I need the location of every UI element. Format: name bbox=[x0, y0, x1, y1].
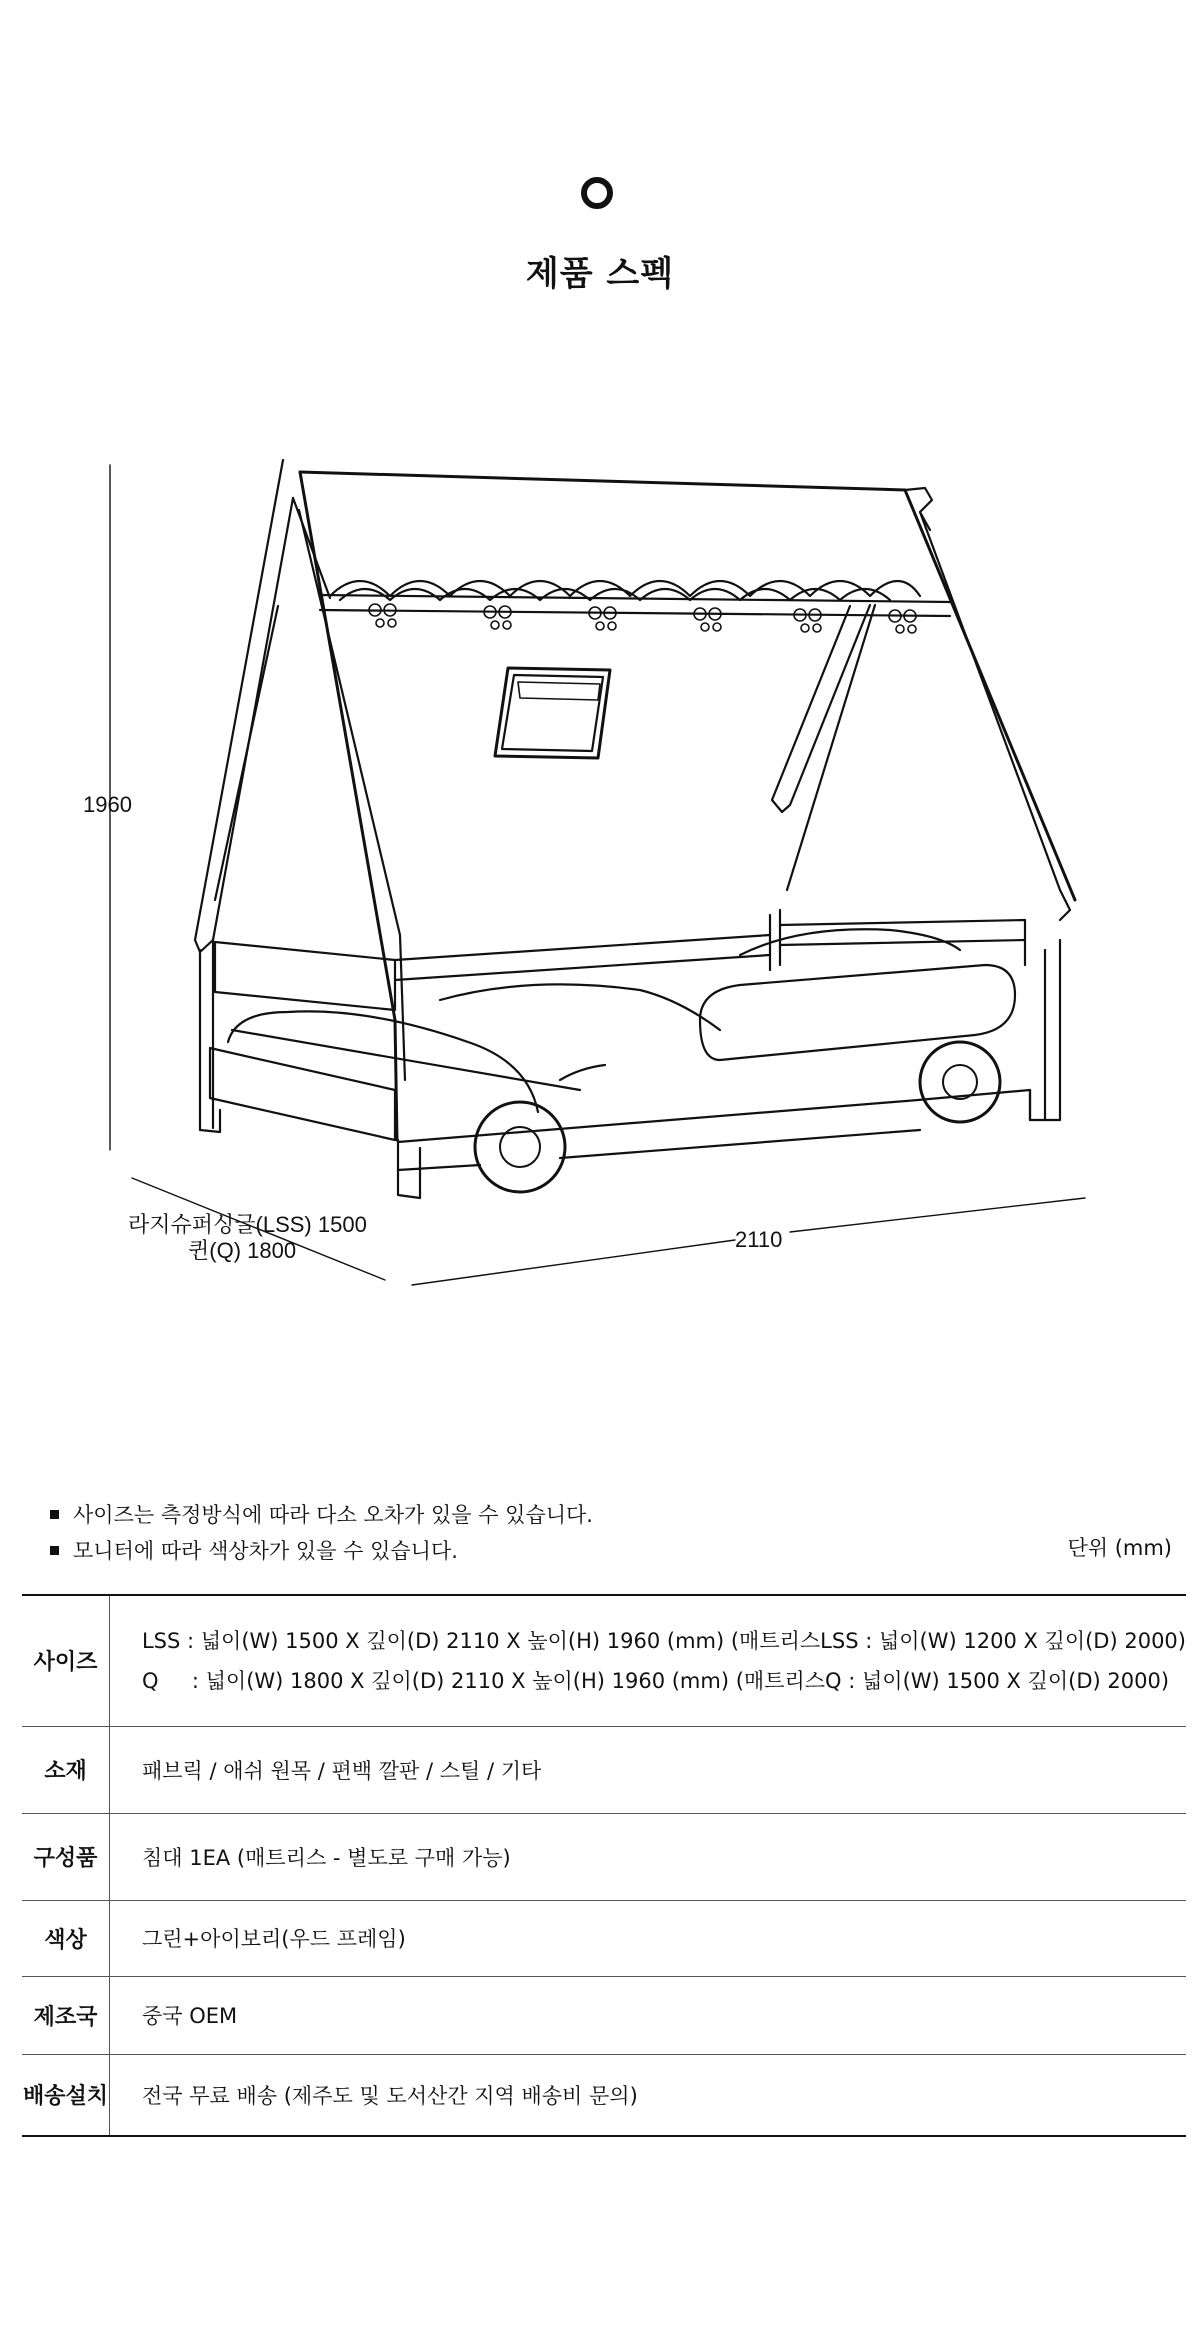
spec-label: 색상 bbox=[22, 1900, 109, 1976]
spec-label: 소재 bbox=[22, 1726, 109, 1813]
spec-row-material bbox=[22, 1726, 1186, 1813]
page-title: 제품 스펙 bbox=[525, 254, 675, 294]
spec-label: 배송설치 bbox=[22, 2054, 109, 2136]
spec-value: 침대 1EA (매트리스 - 별도로 구매 가능) bbox=[109, 1813, 1186, 1900]
note-item bbox=[50, 1496, 593, 1532]
square-bullet-icon bbox=[50, 1510, 59, 1519]
spec-row-color bbox=[22, 1900, 1186, 1976]
spec-value-line: LSS : 넓이(W) 1500 X 깊이(D) 2110 X 높이(H) 1960 (mm) (매트리스LSS : 넓이(W) 1200 X 깊이(D) 2000) bbox=[141, 1628, 1186, 1653]
width-dimension-label-q: 퀸(Q) 1800 bbox=[188, 1238, 297, 1263]
spec-value bbox=[109, 1595, 1186, 1726]
note-text: 모니터에 따라 색상차가 있을 수 있습니다. bbox=[73, 1539, 458, 1563]
spec-value: 그린+아이보리(우드 프레임) bbox=[109, 1900, 1186, 1976]
notes-list bbox=[50, 1496, 593, 1568]
spec-value: 중국 OEM bbox=[109, 1976, 1186, 2054]
spec-row-size bbox=[22, 1595, 1186, 1726]
spec-row-shipping bbox=[22, 2054, 1186, 2136]
square-bullet-icon bbox=[50, 1546, 59, 1555]
spec-label: 구성품 bbox=[22, 1813, 109, 1900]
spec-table bbox=[22, 1594, 1186, 2137]
spec-label: 사이즈 bbox=[22, 1595, 109, 1726]
spec-row-origin bbox=[22, 1976, 1186, 2054]
spec-value-line: Q : 넓이(W) 1800 X 깊이(D) 2110 X 높이(H) 1960 (mm) (매트리스Q : 넓이(W) 1500 X 깊이(D) 2000) bbox=[141, 1668, 1170, 1693]
width-dimension-label-lss: 라지슈퍼싱글(LSS) 1500 bbox=[128, 1212, 367, 1237]
bed-technical-drawing bbox=[0, 420, 1200, 1320]
spec-label: 제조국 bbox=[22, 1976, 109, 2054]
circle-icon bbox=[581, 177, 613, 209]
note-text: 사이즈는 측정방식에 따라 다소 오차가 있을 수 있습니다. bbox=[73, 1503, 593, 1527]
spec-value: 패브릭 / 애쉬 원목 / 편백 깔판 / 스틸 / 기타 bbox=[109, 1726, 1186, 1813]
note-item bbox=[50, 1532, 593, 1568]
spec-row-components bbox=[22, 1813, 1186, 1900]
spec-value: 전국 무료 배송 (제주도 및 도서산간 지역 배송비 문의) bbox=[109, 2054, 1186, 2136]
height-dimension-label: 1960 bbox=[83, 792, 132, 817]
unit-label: 단위 (mm) bbox=[1067, 1536, 1172, 1560]
depth-dimension-label: 2110 bbox=[735, 1227, 783, 1252]
